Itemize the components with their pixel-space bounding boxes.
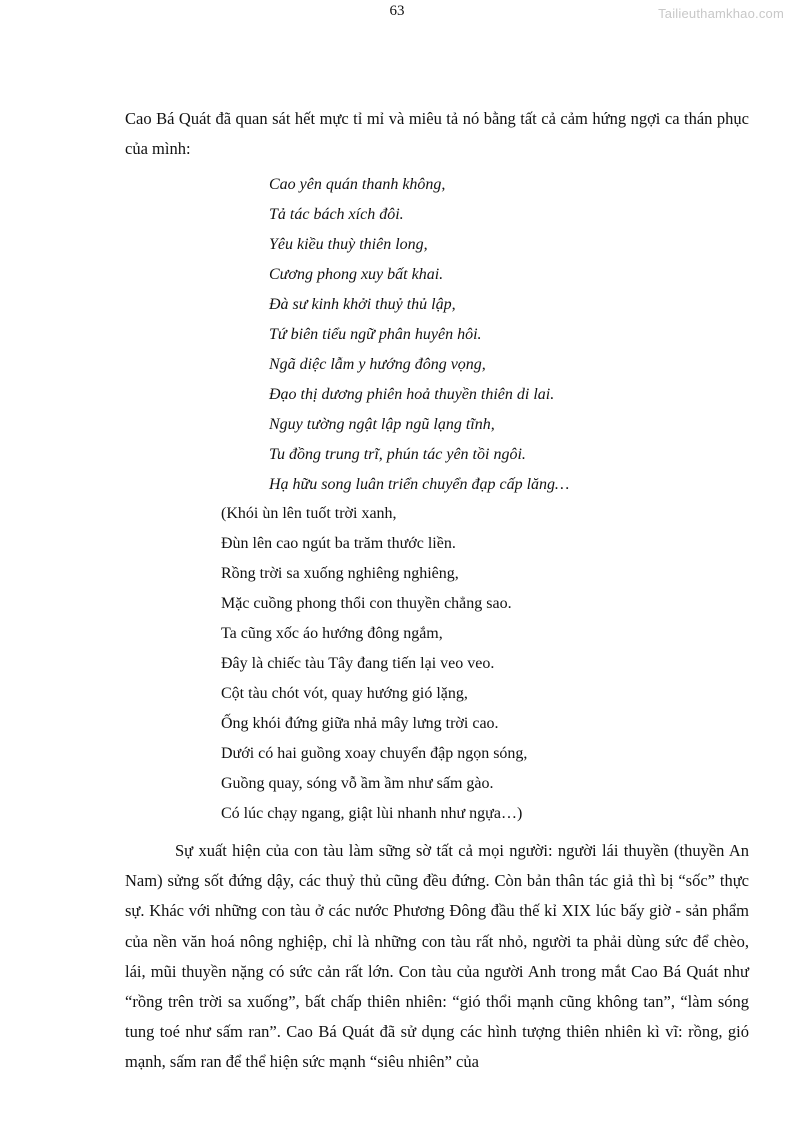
translation-line: Ta cũng xốc áo hướng đông ngắm, [221, 625, 443, 642]
poem-line: Tứ biên tiểu ngữ phân huyên hôi. [269, 326, 482, 343]
translation-line: Đùn lên cao ngút ba trăm thước liền. [221, 535, 456, 552]
translation-line: Dưới có hai guồng xoay chuyển đập ngọn sóng, [221, 745, 528, 762]
body-paragraph: Sự xuất hiện của con tàu làm sững sờ tất cả mọi người: người lái thuyền (thuyền An Nam) sửng sốt đứng dậy, các thuỷ thủ cũng đều đứng. Còn bản thân tác giả thì bị “sốc” thực sự. Khác với những con tàu ở các nước Phương Đông đầu thế kỉ XIX lúc bấy giờ - sản phẩm của nền văn hoá nông nghiệp, chỉ là những con tàu rất nhỏ, người ta phải dùng sức để chèo, lái, mũi thuyền nặng có sức cản rất lớn. Con tàu của người Anh trong mắt Cao Bá Quát như “rồng trên trời sa xuống”, bất chấp thiên nhiên: “gió thổi mạnh cũng không tan”, “làm sóng tung toé như sấm ran”. Cao Bá Quát đã sử dụng các hình tượng thiên nhiên kì vĩ: rồng, gió mạnh, sấm ran để thể hiện sức mạnh “siêu nhiên” của [125, 841, 749, 1072]
poem-line: Nguy tường ngật lập ngũ lạng tĩnh, [269, 416, 495, 433]
translation-line: Cột tàu chót vót, quay hướng gió lặng, [221, 685, 468, 702]
poem-line: Tu đồng trung trĩ, phún tác yên tồi ngôi. [269, 446, 526, 463]
translation-line: Đây là chiếc tàu Tây đang tiến lại veo veo. [221, 655, 495, 672]
page-number: 63 [389, 3, 405, 19]
translation-line: Ống khói đứng giữa nhả mây lưng trời cao. [221, 715, 499, 732]
poem-line: Đà sư kinh khởi thuỷ thủ lập, [269, 296, 456, 313]
translation-line: Guồng quay, sóng vỗ ầm ầm như sấm gào. [221, 775, 494, 792]
poem-line: Cương phong xuy bất khai. [269, 266, 444, 283]
translation-line: Rồng trời sa xuống nghiêng nghiêng, [221, 565, 459, 582]
translation-line: Có lúc chạy ngang, giật lùi nhanh như ngựa…) [221, 805, 523, 822]
poem-translation [221, 499, 527, 829]
poem-original [269, 170, 569, 500]
poem-line: Đạo thị dương phiên hoả thuyền thiên di lai. [269, 386, 555, 403]
poem-line: Ngã diệc lẫm y hướng đông vọng, [269, 356, 486, 373]
translation-line: (Khói ùn lên tuốt trời xanh, [221, 505, 397, 522]
poem-line: Yêu kiều thuỳ thiên long, [269, 236, 428, 253]
translation-line: Mặc cuồng phong thổi con thuyền chẳng sao. [221, 595, 512, 612]
intro-paragraph: Cao Bá Quát đã quan sát hết mực tỉ mỉ và miêu tả nó bằng tất cả cảm hứng ngợi ca thán phục của mình: [125, 109, 749, 158]
poem-line: Hạ hữu song luân triển chuyển đạp cấp lăng… [269, 476, 570, 493]
poem-line: Tả tác bách xích đôi. [269, 206, 404, 223]
watermark: Tailieuthamkhao.com [658, 6, 784, 21]
poem-line: Cao yên quán thanh không, [269, 176, 446, 193]
